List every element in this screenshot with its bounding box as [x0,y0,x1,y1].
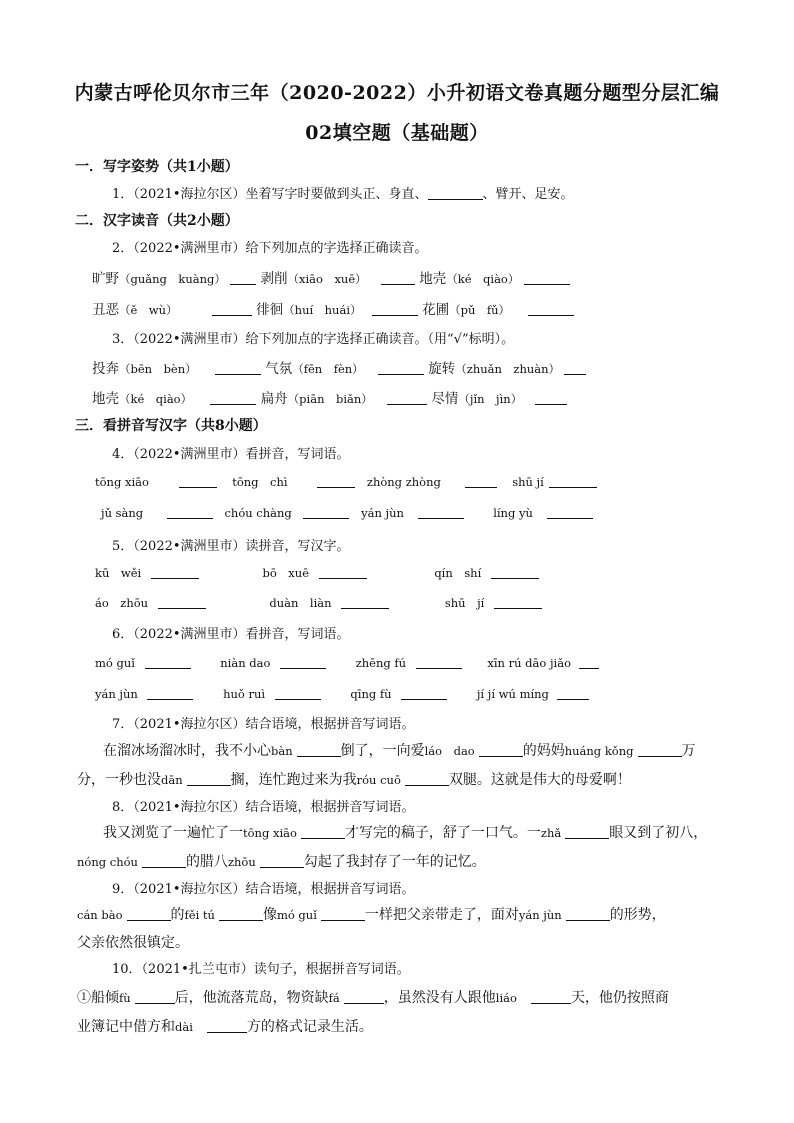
question-1-text: 1．（2021•海拉尔区）坐着写字时要做到头正、身直、 [112,187,428,202]
answer-blank[interactable] [579,655,599,669]
answer-blank[interactable] [167,505,213,519]
passage-text: 像 [262,907,277,923]
question-1-tail: 、臂开、足安。 [482,187,574,202]
answer-blank[interactable] [207,1019,247,1033]
pinyin-prompt: shū jí [444,596,485,610]
answer-blank[interactable] [319,565,367,579]
q3-word: 气氛 [265,361,293,377]
pinyin-prompt: huáng kǒng [564,744,634,758]
passage-text: 业簿记中借方和 [77,1019,175,1035]
q5-row-1 [95,565,539,581]
q3-word: 旋转 [428,361,456,377]
question-1 [112,183,574,202]
q3-word: 地壳 [92,391,119,407]
q3-word: 投奔 [92,361,119,377]
passage-text: 才写完的稿子，舒了一口气。一 [344,825,541,841]
q3-pinyin-options: （ké qiào） [119,392,193,406]
q2-pinyin-options: （ké qiào） [446,272,520,286]
answer-blank[interactable] [564,361,586,375]
answer-blank[interactable] [465,474,497,488]
question-9: 9．（2021•海拉尔区）结合语境，根据拼音写词语。 [112,882,415,897]
q6-row-1 [95,655,599,670]
pinyin-prompt: yán jùn [95,687,138,701]
passage-text: ①船倾 [77,990,119,1006]
answer-blank[interactable] [145,655,191,669]
pinyin-prompt: bō xuē [262,566,309,580]
passage-text: 的腊八 [185,854,228,870]
pinyin-prompt: fá [328,991,340,1005]
pinyin-prompt: liáo [495,991,517,1005]
answer-blank[interactable] [303,505,349,519]
answer-blank[interactable] [344,990,384,1004]
answer-blank[interactable] [494,595,542,609]
answer-blank[interactable] [260,854,304,868]
pinyin-prompt: zhēng fú [355,656,407,670]
question-2: 2．（2022•满洲里市）给下列加点的字选择正确读音。 [112,241,428,256]
q2-word: 旷野 [92,271,119,287]
question-7: 7．（2021•海拉尔区）结合语境，根据拼音写词语。 [112,717,415,732]
answer-blank[interactable] [565,825,609,839]
pinyin-prompt: kū wěi [95,566,142,580]
passage-text: 搁，连忙跑过来为我 [230,772,357,788]
doc-title-line2: 02填空题（基础题） [305,122,489,144]
answer-blank[interactable] [135,990,175,1004]
answer-blank[interactable] [301,825,345,839]
passage-text: ，虽然没有人跟他 [383,990,496,1006]
section-heading-1: 一．写字姿势（共1小题） [75,159,239,175]
answer-blank[interactable] [280,655,326,669]
answer-blank[interactable] [381,271,415,285]
q7-line-2 [77,769,631,789]
q3-row-1 [92,357,586,377]
answer-blank[interactable] [151,565,199,579]
q3-pinyin-options: （piān biǎn） [287,392,373,406]
q3-pinyin-options: （bēn bèn） [119,362,197,376]
pinyin-prompt: nóng chóu [77,855,138,869]
pinyin-prompt: cán bào [77,908,123,922]
pinyin-prompt: fù [119,991,131,1005]
pinyin-prompt: qín shí [434,566,482,580]
passage-text: 天，他仍按照商 [570,990,669,1006]
answer-blank[interactable] [372,302,418,316]
q2-word: 丑恶 [92,302,119,318]
passage-text: 勾起了我封存了一年的记忆。 [303,854,486,870]
pinyin-prompt: bàn [271,744,293,758]
question-8: 8．（2021•海拉尔区）结合语境，根据拼音写词语。 [112,800,415,815]
pinyin-prompt: dān [161,773,183,787]
answer-blank[interactable] [387,391,427,405]
q3-pinyin-options: （zhuǎn zhuàn） [455,362,561,376]
q2-word: 剥削 [260,271,288,287]
answer-blank[interactable] [524,271,570,285]
q7-line-1 [103,740,696,760]
answer-blank[interactable] [219,907,263,921]
pinyin-prompt: zhōu [227,855,256,869]
passage-text: 分，一秒也没 [77,772,161,788]
question-10: 10．（2021•扎兰屯市）读句子，根据拼音写词语。 [112,962,410,977]
answer-blank[interactable] [158,595,206,609]
answer-blank[interactable] [297,743,341,757]
q2-row-2 [92,298,574,318]
answer-blank[interactable] [341,595,389,609]
passage-text: 眼又到了初八， [609,825,708,841]
q5-row-2 [95,595,542,611]
pinyin-prompt: jǔ sàng [101,506,144,520]
answer-blank[interactable] [401,686,447,700]
passage-text: 在溜冰场溜冰时，我不小心 [103,743,271,759]
passage-text: 一样把父亲带走了，面对 [364,907,519,923]
answer-blank[interactable] [142,854,186,868]
pinyin-prompt: yán jùn [518,908,562,922]
answer-blank[interactable] [418,505,464,519]
q2-pinyin-options: （guǎng kuàng） [119,272,226,286]
q2-word: 地壳 [419,271,447,287]
question-4: 4．（2022•满洲里市）看拼音，写词语。 [112,447,350,462]
pinyin-prompt: niàn dao [220,656,271,670]
pinyin-prompt: huǒ ruì [223,687,266,701]
pinyin-prompt: duàn liàn [269,596,332,610]
passage-text: 的形势， [609,907,666,923]
pinyin-prompt: shū jí [512,475,544,489]
passage-text: 万 [681,743,696,759]
pinyin-prompt: zhǎ [540,826,562,840]
q3-pinyin-options: （jǐn jìn） [458,392,523,406]
answer-blank[interactable] [491,565,539,579]
q4-row-2 [101,505,593,520]
answer-blank[interactable] [638,743,682,757]
pinyin-prompt: róu cuō [356,773,401,787]
pinyin-prompt: qīng fù [350,687,392,701]
pinyin-prompt: jí jí wú míng [476,687,549,701]
passage-text: 的 [170,907,185,923]
q2-pinyin-options: （ě wù） [119,303,178,317]
pinyin-prompt: yán jùn [361,506,404,520]
section-heading-3: 三．看拼音写汉字（共8小题） [75,418,267,434]
answer-blank[interactable] [378,361,424,375]
pinyin-prompt: láo dao [424,744,475,758]
q8-line-1 [103,822,707,842]
pinyin-prompt: xīn rú dāo jiǎo [487,656,571,670]
q4-row-1 [95,474,597,490]
q10-line-2 [77,1016,373,1036]
q2-word: 花圃 [422,302,450,318]
answer-blank[interactable] [147,686,193,700]
answer-blank[interactable] [187,772,231,786]
pinyin-prompt: tōng xiāo [243,826,297,840]
question-5: 5．（2022•满洲里市）读拼音，写汉字。 [112,539,350,554]
pinyin-prompt: mó guǐ [276,908,317,922]
pinyin-prompt: zhòng zhòng [366,475,441,489]
passage-text: 我又浏览了一遍忙了一 [103,825,243,841]
q2-pinyin-options: （pǔ fǔ） [449,303,511,317]
pinyin-prompt: tōng chì [232,475,288,489]
answer-blank[interactable] [127,907,171,921]
q2-row-1 [92,267,570,287]
passage-text: 后，他流落荒岛，物资缺 [174,990,329,1006]
answer-blank[interactable] [416,655,462,669]
q3-word: 尽情 [431,391,459,407]
answer-blank[interactable] [317,474,355,488]
answer-blank[interactable] [405,772,449,786]
passage-text: 方的格式记录生活。 [246,1019,373,1035]
q3-pinyin-options: （fēn fèn） [292,362,364,376]
pinyin-prompt: dài [175,1020,193,1034]
question-3: 3．（2022•满洲里市）给下列加点的字选择正确读音。（用“√”标明）。 [112,332,515,347]
pinyin-prompt: fěi tú [184,908,215,922]
answer-blank[interactable] [428,186,483,200]
answer-blank[interactable] [275,686,321,700]
q6-row-2 [95,686,589,701]
pinyin-prompt: líng yù [493,506,533,520]
answer-blank[interactable] [535,391,567,405]
pinyin-prompt: mó guǐ [95,656,135,670]
answer-blank[interactable] [528,302,574,316]
answer-blank[interactable] [566,907,610,921]
q2-pinyin-options: （xiāo xuē） [287,272,367,286]
answer-blank[interactable] [557,686,589,700]
answer-blank[interactable] [179,474,217,488]
pinyin-prompt: áo zhōu [95,596,149,610]
doc-title-line1: 内蒙古呼伦贝尔市三年（2020-2022）小升初语文卷真题分题型分层汇编 [74,82,720,104]
answer-blank[interactable] [215,361,261,375]
answer-blank[interactable] [230,271,256,285]
passage-text: 双腿。这就是伟大的母爱啊！ [448,772,631,788]
answer-blank[interactable] [531,990,571,1004]
q3-row-2 [92,387,567,407]
pinyin-prompt: chóu chàng [224,506,292,520]
answer-blank[interactable] [321,907,365,921]
answer-blank[interactable] [549,474,597,488]
answer-blank[interactable] [479,743,523,757]
q9-line-2: 父亲依然很镇定。 [77,935,189,951]
q2-word: 徘徊 [256,302,284,318]
section-heading-2: 二．汉字读音（共2小题） [75,213,239,229]
q2-pinyin-options: （huí huái） [283,303,362,317]
passage-text: 的妈妈 [522,743,565,759]
answer-blank[interactable] [210,391,256,405]
q9-line-1 [77,904,666,924]
q8-line-2 [77,851,486,871]
q10-line-1 [77,987,669,1007]
passage-text: 倒了，一向爱 [340,743,425,759]
answer-blank[interactable] [547,505,593,519]
pinyin-prompt: tōng xiāo [95,475,149,489]
answer-blank[interactable] [212,302,252,316]
question-6: 6．（2022•满洲里市）看拼音，写词语。 [112,627,350,642]
q3-word: 扁舟 [260,391,288,407]
